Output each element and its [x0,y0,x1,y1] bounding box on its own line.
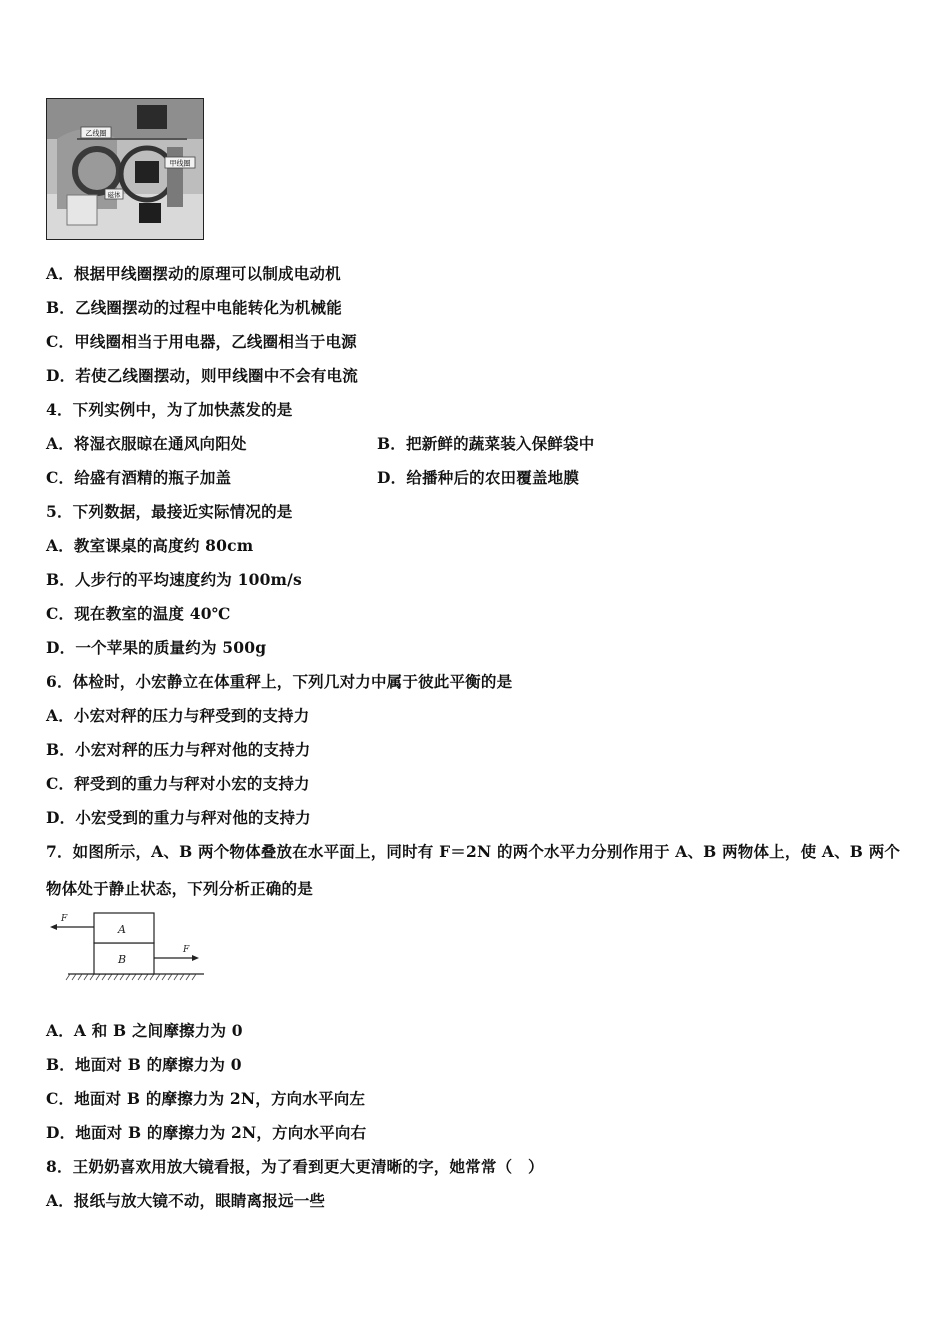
q7-option-a: A．A 和 B 之间摩擦力为 0 [46,1021,243,1040]
q4-option-a: A．将湿衣服晾在通风向阳处 [46,434,247,453]
force-right-label: F [183,945,190,955]
q7-stem-line1: 7．如图所示，A、B 两个物体叠放在水平面上，同时有 F＝2N 的两个水平力分别作用于 A、B 两物体上，使 A、B 两个 [46,842,901,861]
photo-label-jia: 甲线圈 [169,159,191,168]
q6-option-d: D．小宏受到的重力与秤对他的支持力 [46,808,311,827]
q4-option-d: D．给播种后的农田覆盖地膜 [377,468,580,487]
q6-stem: 6．体检时，小宏静立在体重秤上，下列几对力中属于彼此平衡的是 [46,672,513,691]
q8-stem: 8．王奶奶喜欢用放大镜看报，为了看到更大更清晰的字，她常常（ ） [46,1157,544,1176]
q5-stem: 5．下列数据，最接近实际情况的是 [46,502,293,521]
apparatus-photo [46,98,204,240]
force-left-label: F [61,914,68,924]
q5-option-a: A．教室课桌的高度约 80cm [46,536,254,555]
photo-label-yi: 乙线圈 [85,129,107,138]
force-right-arrowhead [192,955,199,961]
q6-option-b: B．小宏对秤的压力与秤对他的支持力 [46,740,311,759]
q3-option-a: A．根据甲线圈摆动的原理可以制成电动机 [46,264,341,283]
q7-option-c: C．地面对 B 的摩擦力为 2N，方向水平向左 [46,1089,366,1108]
q3-option-c: C．甲线圈相当于用电器，乙线圈相当于电源 [46,332,357,351]
q4-option-c: C．给盛有酒精的瓶子加盖 [46,468,232,487]
q6-option-c: C．秤受到的重力与秤对小宏的支持力 [46,774,310,793]
block-a-label: A [118,923,126,936]
force-left-arrowhead [50,924,57,930]
q7-option-b: B．地面对 B 的摩擦力为 0 [46,1055,242,1074]
block-b-label: B [117,953,127,966]
q5-option-d: D．一个苹果的质量约为 500g [46,638,267,657]
q7-stem-line2: 物体处于静止状态，下列分析正确的是 [46,879,313,898]
q4-stem: 4．下列实例中，为了加快蒸发的是 [46,400,293,419]
q3-option-d: D．若使乙线圈摆动，则甲线圈中不会有电流 [46,366,358,385]
q7-figure [46,908,206,984]
q5-option-b: B．人步行的平均速度约为 100m/s [46,570,302,589]
q5-option-c: C．现在教室的温度 40℃ [46,604,231,623]
q7-option-d: D．地面对 B 的摩擦力为 2N，方向水平向右 [46,1123,367,1142]
q8-option-a: A．报纸与放大镜不动，眼睛离报远一些 [46,1191,326,1210]
photo-label-magnet: 磁体 [107,191,121,199]
q3-option-b: B．乙线圈摆动的过程中电能转化为机械能 [46,298,342,317]
q6-option-a: A．小宏对秤的压力与秤受到的支持力 [46,706,310,725]
q4-option-b: B．把新鲜的蔬菜装入保鲜袋中 [377,434,595,453]
